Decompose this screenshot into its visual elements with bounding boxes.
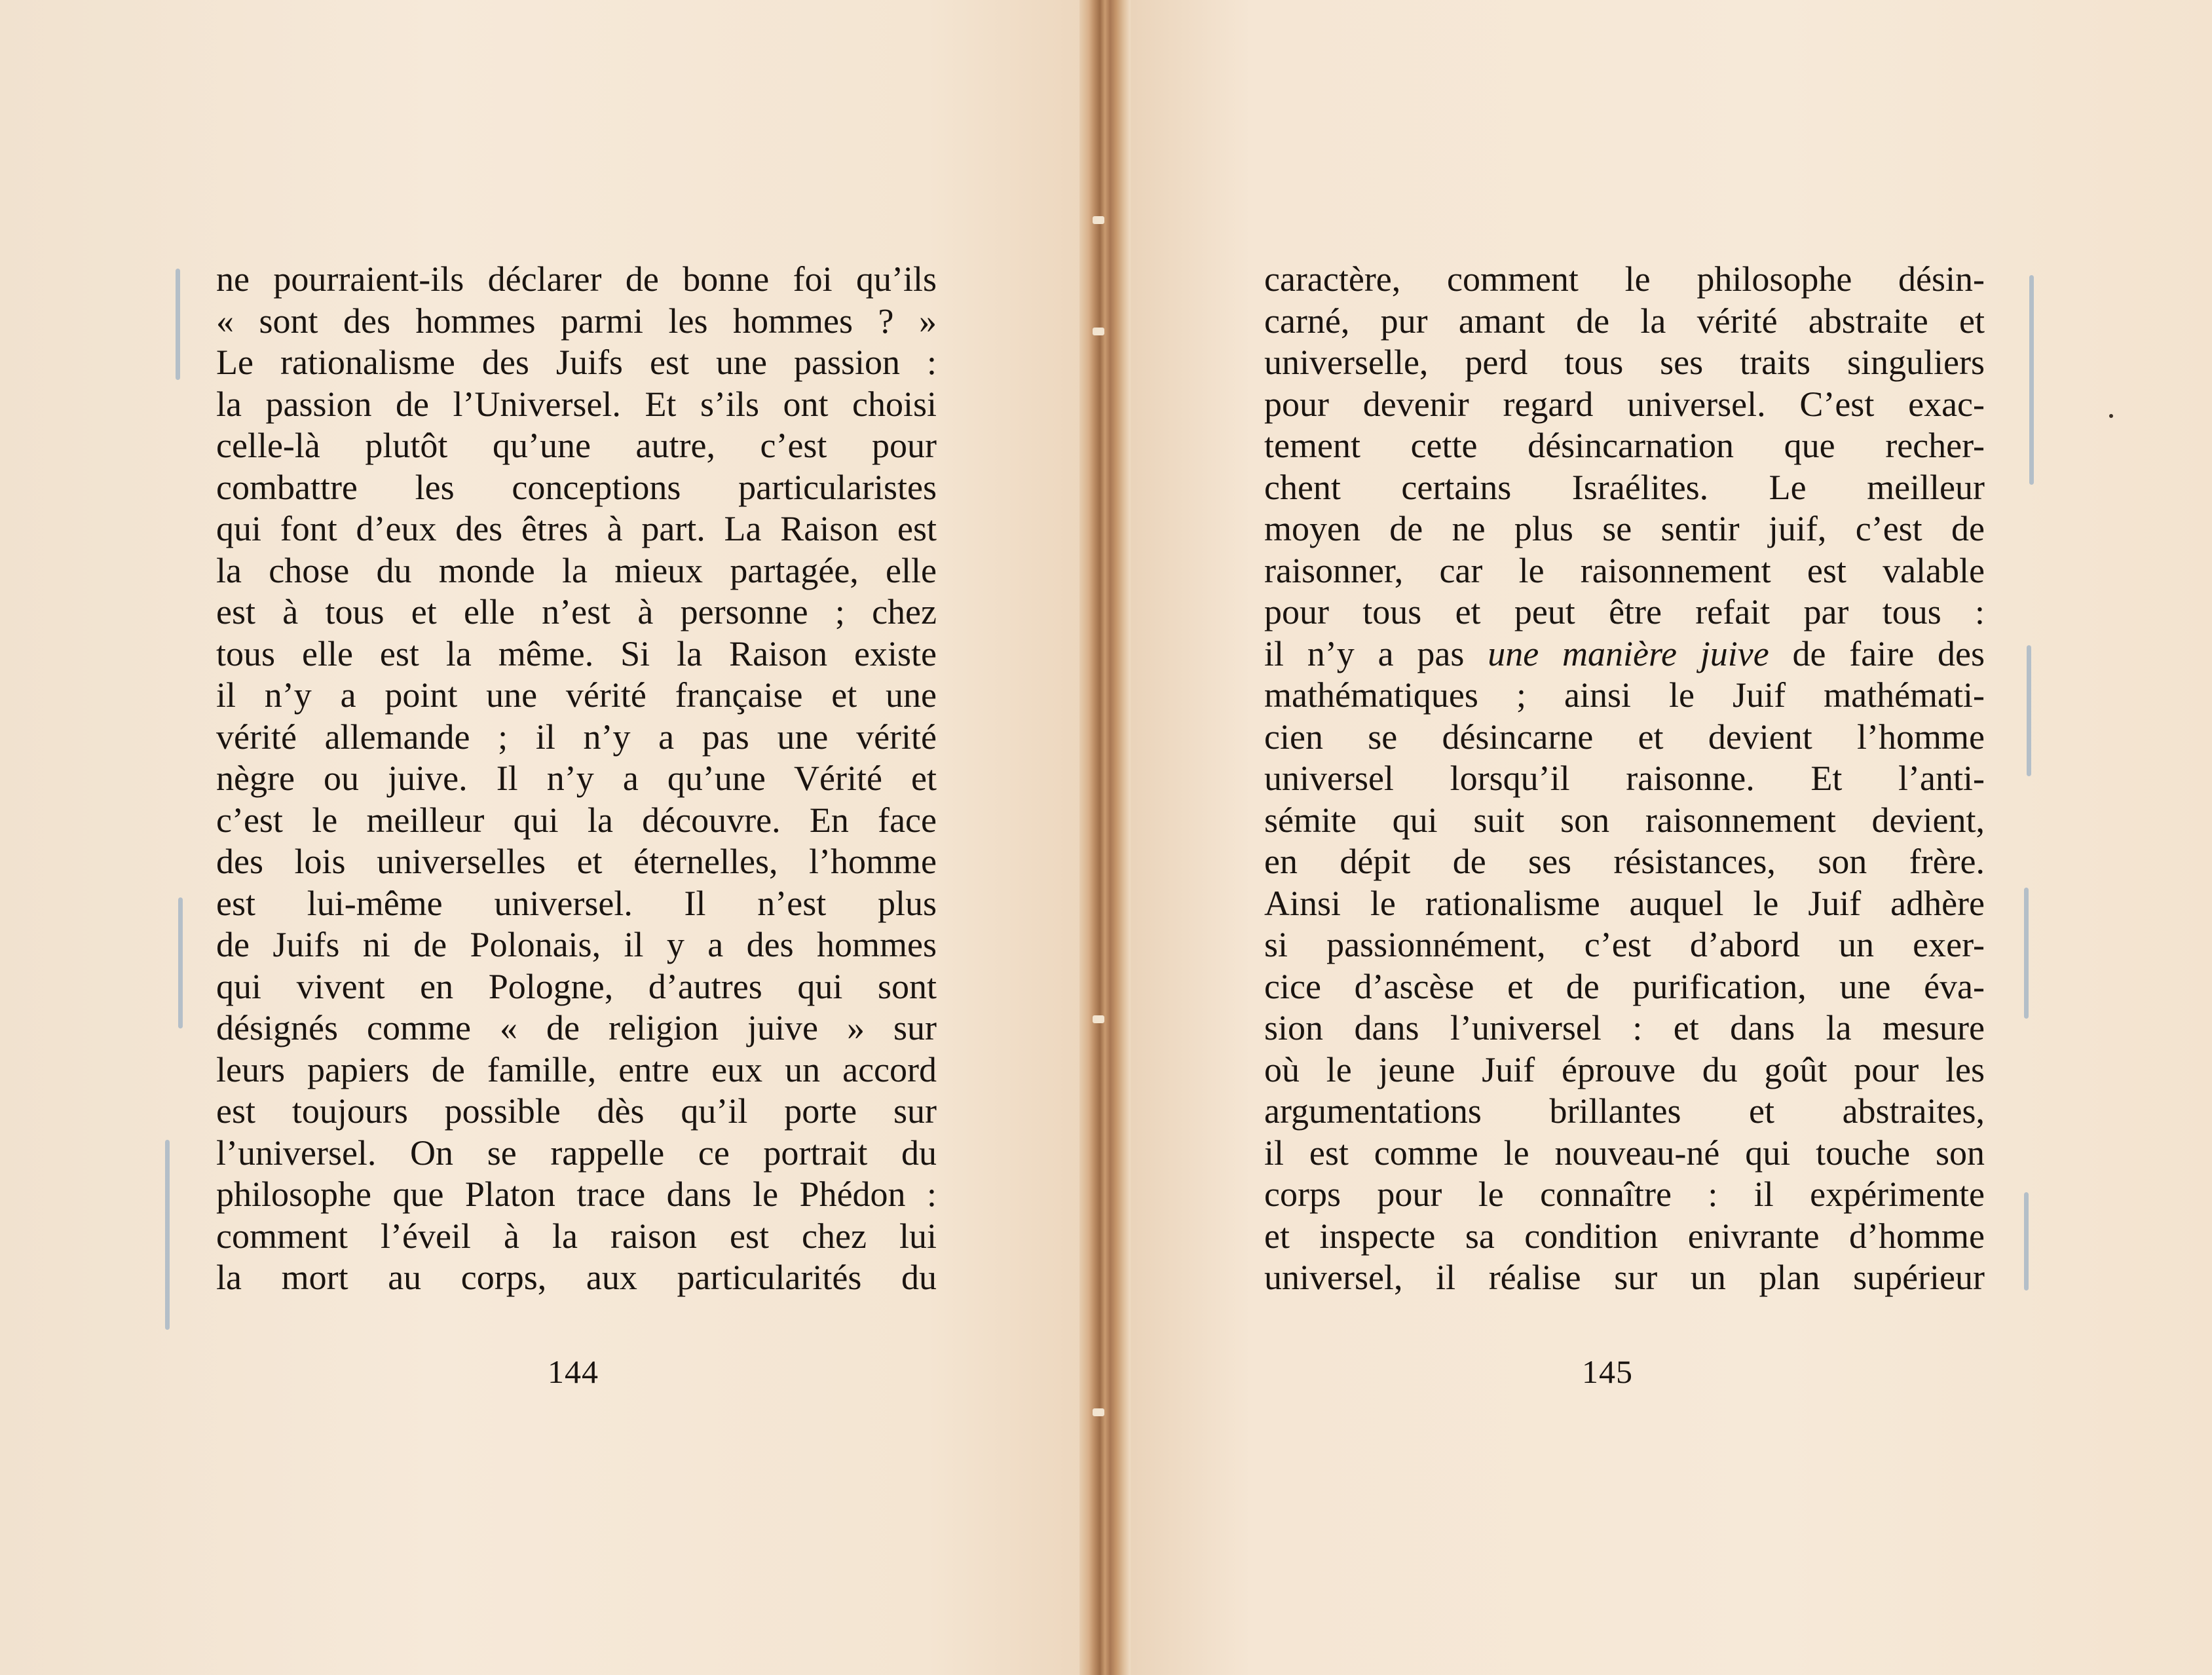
margin-pencil-mark xyxy=(2029,275,2034,485)
text-line: il est comme le nouveau-né qui touche son xyxy=(1264,1133,1985,1173)
text-line: argumentations brillantes et abstraites, xyxy=(1264,1091,1985,1131)
text-line: tous elle est la même. Si la Raison existe xyxy=(216,633,937,673)
text-line: pour devenir regard universel. C’est exac- xyxy=(1264,384,1985,424)
left-page xyxy=(0,0,1091,1675)
italic-phrase: une manière juive xyxy=(1488,633,1769,673)
margin-pencil-mark xyxy=(165,1140,170,1330)
text-line: nègre ou juive. Il n’y a qu’une Vérité et xyxy=(216,759,937,798)
text-line: est lui-même universel. Il n’est plus xyxy=(216,883,937,923)
text-line: Le rationalisme des Juifs est une passion : xyxy=(216,343,937,382)
binding-stitch xyxy=(1093,1408,1104,1416)
text-line: raisonner, car le raisonnement est valable xyxy=(1264,550,1985,590)
text-line: cien se désincarne et devient l’homme xyxy=(1264,717,1985,757)
text-line: il n’y a point une vérité française et une xyxy=(216,675,937,715)
text-line: est à tous et elle n’est à personne ; chez xyxy=(216,592,937,631)
text-line: Ainsi le rationalisme auquel le Juif adhère xyxy=(1264,883,1985,923)
text-line: leurs papiers de famille, entre eux un accord xyxy=(216,1049,937,1089)
text-line: et inspecte sa condition enivrante d’homme xyxy=(1264,1216,1985,1256)
margin-pencil-mark xyxy=(176,269,180,380)
text-line: « sont des hommes parmi les hommes ? » xyxy=(216,301,937,341)
text-segment: de faire des xyxy=(1769,633,1985,673)
binding-stitch xyxy=(1093,216,1104,224)
text-line: comment l’éveil à la raison est chez lui xyxy=(216,1216,937,1256)
text-line: des lois universelles et éternelles, l’homme xyxy=(216,842,937,881)
text-line: universel, il réalise sur un plan supérieur xyxy=(1264,1258,1985,1297)
margin-pencil-mark xyxy=(178,897,183,1028)
text-line: sémite qui suit son raisonnement devient, xyxy=(1264,800,1985,840)
text-line: combattre les conceptions particularistes xyxy=(216,467,937,507)
text-line: est toujours possible dès qu’il porte sur xyxy=(216,1091,937,1131)
text-line: cice d’ascèse et de purification, une éva- xyxy=(1264,966,1985,1006)
text-line: ne pourraient-ils déclarer de bonne foi qu’ils xyxy=(216,259,937,299)
binding-stitch xyxy=(1093,1015,1104,1023)
page-number: 144 xyxy=(548,1353,599,1390)
text-line: qui vivent en Pologne, d’autres qui sont xyxy=(216,966,937,1006)
text-line-with-italic xyxy=(1264,633,1985,675)
margin-pencil-mark xyxy=(2024,888,2029,1019)
text-line: la mort au corps, aux particularités du xyxy=(216,1258,937,1297)
text-segment: il n’y a pas xyxy=(1264,633,1488,673)
text-line: vérité allemande ; il n’y a pas une vérité xyxy=(216,717,937,757)
right-page xyxy=(1120,0,2212,1675)
text-line: pour tous et peut être refait par tous : xyxy=(1264,592,1985,631)
text-line: où le jeune Juif éprouve du goût pour les xyxy=(1264,1049,1985,1089)
text-line: mathématiques ; ainsi le Juif mathémati- xyxy=(1264,675,1985,715)
text-line: l’universel. On se rappelle ce portrait du xyxy=(216,1133,937,1173)
text-line: celle-là plutôt qu’une autre, c’est pour xyxy=(216,426,937,465)
book-spine-gutter xyxy=(1079,0,1131,1675)
text-line: universel lorsqu’il raisonne. Et l’anti- xyxy=(1264,759,1985,798)
binding-stitch xyxy=(1093,328,1104,335)
text-line: qui font d’eux des êtres à part. La Raison est xyxy=(216,509,937,548)
text-line: c’est le meilleur qui la découvre. En face xyxy=(216,800,937,840)
margin-pencil-mark xyxy=(2027,645,2031,776)
text-line: philosophe que Platon trace dans le Phédon : xyxy=(216,1175,937,1214)
text-line: corps pour le connaître : il expérimente xyxy=(1264,1175,1985,1214)
text-line: en dépit de ses résistances, son frère. xyxy=(1264,842,1985,881)
text-line: moyen de ne plus se sentir juif, c’est de xyxy=(1264,509,1985,548)
text-line: la passion de l’Universel. Et s’ils ont choisi xyxy=(216,384,937,424)
page-number: 145 xyxy=(1582,1353,1633,1390)
text-line: tement cette désincarnation que recher- xyxy=(1264,426,1985,465)
left-page-text xyxy=(216,259,937,1299)
text-line: carné, pur amant de la vérité abstraite et xyxy=(1264,301,1985,341)
ink-speck xyxy=(2109,414,2113,418)
text-line: de Juifs ni de Polonais, il y a des hommes xyxy=(216,925,937,964)
text-line: sion dans l’universel : et dans la mesure xyxy=(1264,1008,1985,1047)
text-line: si passionnément, c’est d’abord un exer- xyxy=(1264,925,1985,964)
text-line: chent certains Israélites. Le meilleur xyxy=(1264,467,1985,507)
margin-pencil-mark xyxy=(2024,1192,2029,1290)
text-line: désignés comme « de religion juive » sur xyxy=(216,1008,937,1047)
text-line: la chose du monde la mieux partagée, elle xyxy=(216,550,937,590)
text-line: universelle, perd tous ses traits singuliers xyxy=(1264,343,1985,382)
text-line: caractère, comment le philosophe désin- xyxy=(1264,259,1985,299)
right-page-text xyxy=(1264,259,1985,1299)
